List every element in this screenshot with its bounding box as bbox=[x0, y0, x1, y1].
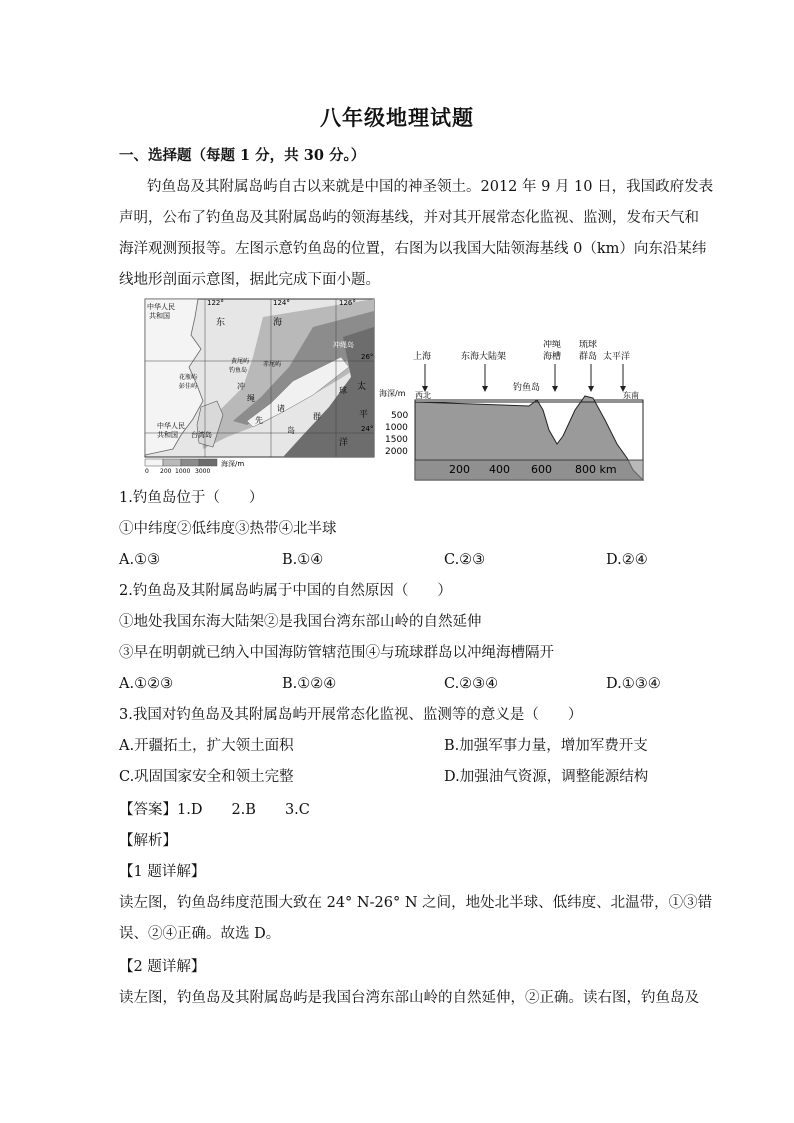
map-label-huaping: 花瓶屿 bbox=[179, 374, 198, 381]
intro-line-2: 声明，公布了钓鱼岛及其附属岛屿的领海基线，并对其开展常态化监视、监测，发布天气和 bbox=[119, 210, 699, 226]
detail-2-heading: 【2 题详解】 bbox=[119, 959, 206, 975]
lat-label-26: 26° bbox=[361, 353, 374, 361]
question-2-option-c: C.②③④ bbox=[444, 676, 499, 692]
profile-label-ryukyu-2: 群岛 bbox=[579, 352, 598, 362]
legend-unit: 海深/m bbox=[221, 460, 245, 468]
distance-tick-600: 600 bbox=[531, 463, 552, 476]
map-label-tai: 太 bbox=[357, 382, 367, 392]
map-label-qiu: 球 bbox=[339, 386, 347, 395]
intro-line-4: 线地形剖面示意图，据此完成下面小题。 bbox=[119, 272, 380, 288]
map-label-chiwei: 赤尾屿 bbox=[263, 361, 282, 368]
legend-tick-0: 0 bbox=[145, 468, 149, 474]
lat-label-24: 24° bbox=[361, 425, 374, 433]
question-2-option-a: A.①②③ bbox=[119, 676, 174, 692]
question-1-option-d: D.②④ bbox=[606, 552, 648, 568]
detail-2-line-1: 读左图，钓鱼岛及其附属岛屿是我国台湾东部山岭的自然延伸，②正确。读右图，钓鱼岛及 bbox=[119, 990, 699, 1006]
section-heading: 一、选择题（每题 1 分，共 30 分。） bbox=[119, 147, 366, 164]
profile-depth-label: 海深/m bbox=[379, 389, 406, 398]
profile-northwest: 西北 bbox=[415, 391, 431, 400]
question-1-option-b: B.①④ bbox=[282, 552, 324, 568]
lon-label-122: 122° bbox=[207, 299, 224, 307]
profile-label-trough-1: 冲绳 bbox=[543, 340, 562, 350]
question-3-option-c: C.巩固国家安全和领土完整 bbox=[119, 769, 294, 785]
map-label-dong: 东 bbox=[216, 318, 226, 328]
map-label-huangwei: 黄尾屿 bbox=[231, 358, 250, 365]
profile-label-ryukyu-1: 琉球 bbox=[579, 340, 598, 350]
map-label-qun: 群 bbox=[313, 412, 321, 421]
map-label-dao: 岛 bbox=[287, 426, 295, 435]
page-title: 八年级地理试题 bbox=[320, 105, 474, 130]
question-2-option-d: D.①③④ bbox=[606, 676, 661, 692]
detail-1-line-1: 读左图，钓鱼岛纬度范围大致在 24° N-26° N 之间，地处北半球、低纬度、北温带，①③错 bbox=[119, 895, 713, 911]
question-2-stem: 2.钓鱼岛及其附属岛屿属于中国的自然原因（ ） bbox=[119, 583, 452, 599]
map-label-yang: 洋 bbox=[339, 438, 349, 448]
map-label-diaoyu: 钓鱼岛 bbox=[229, 367, 248, 374]
question-3-option-d: D.加强油气资源，调整能源结构 bbox=[444, 769, 649, 785]
map-label-taiwan: 台湾岛 bbox=[191, 431, 212, 439]
lon-label-124: 124° bbox=[273, 299, 290, 307]
profile-label-shelf: 东海大陆架 bbox=[461, 352, 507, 362]
legend-tick-200: 200 bbox=[160, 468, 172, 474]
intro-line-1: 钓鱼岛及其附属岛屿自古以来就是中国的神圣领土。2012 年 9 月 10 日，我国政府发表 bbox=[147, 179, 714, 195]
profile-label-pacific: 太平洋 bbox=[603, 352, 631, 362]
question-2-statement-2: ③早在明朝就已纳入中国海防管辖范围④与琉球群岛以冲绳海槽隔开 bbox=[119, 645, 554, 661]
map-label-ping: 平 bbox=[359, 410, 369, 420]
depth-tick-1000: 1000 bbox=[385, 423, 408, 433]
lon-label-126: 126° bbox=[339, 299, 356, 307]
legend-tick-3000: 3000 bbox=[195, 468, 211, 474]
question-1-stem: 1.钓鱼岛位于（ ） bbox=[119, 490, 264, 506]
distance-tick-400: 400 bbox=[489, 463, 510, 476]
profile-label-trough-2: 海槽 bbox=[543, 352, 562, 362]
map-label-hai: 海 bbox=[273, 318, 283, 328]
analysis-heading: 【解析】 bbox=[119, 833, 177, 849]
intro-line-3: 海洋观测预报等。左图示意钓鱼岛的位置，右图为以我国大陆领海基线 0（km）向东沿某纬 bbox=[119, 241, 707, 257]
depth-tick-500: 500 bbox=[391, 411, 409, 421]
map-label-prc-1: 中华人民 bbox=[147, 303, 175, 311]
profile-label-diaoyu: 钓鱼岛 bbox=[513, 383, 541, 393]
map-label-prc-1b: 共和国 bbox=[149, 312, 170, 320]
depth-tick-2000: 2000 bbox=[385, 447, 408, 457]
question-2-option-b: B.①②④ bbox=[282, 676, 337, 692]
map-label-xian: 先 bbox=[255, 416, 263, 425]
map-label-prc-2: 中华人民 bbox=[157, 422, 185, 430]
detail-1-line-2: 误、②④正确。故选 D。 bbox=[119, 926, 281, 942]
map-label-sheng: 绳 bbox=[247, 394, 255, 403]
question-1-statement-1: ①中纬度②低纬度③热带④北半球 bbox=[119, 521, 337, 537]
detail-1-heading: 【1 题详解】 bbox=[119, 864, 206, 880]
terrain-profile bbox=[379, 340, 651, 482]
depth-tick-1500: 1500 bbox=[385, 435, 408, 445]
question-2-statement-1: ①地处我国东海大陆架②是我国台湾东部山岭的自然延伸 bbox=[119, 614, 482, 630]
map-label-okinawa: 冲绳岛 bbox=[333, 341, 354, 349]
legend-tick-1000: 1000 bbox=[175, 468, 191, 474]
map-label-chong: 冲 bbox=[237, 382, 245, 391]
question-3-option-b: B.加强军事力量，增加军费开支 bbox=[444, 738, 648, 754]
answer-line: 【答案】1.D 2.B 3.C bbox=[119, 802, 310, 818]
question-1-option-a: A.①③ bbox=[119, 552, 161, 568]
question-1-option-c: C.②③ bbox=[444, 552, 486, 568]
distance-tick-800: 800 km bbox=[575, 463, 617, 476]
location-map bbox=[143, 297, 376, 474]
question-3-stem: 3.我国对钓鱼岛及其附属岛屿开展常态化监视、监测等的意义是（ ） bbox=[119, 707, 583, 723]
profile-southeast: 东南 bbox=[623, 391, 639, 400]
map-label-prc-2b: 共和国 bbox=[157, 431, 178, 439]
map-label-zhu: 诸 bbox=[277, 404, 285, 413]
profile-label-shanghai: 上海 bbox=[413, 352, 432, 362]
distance-tick-200: 200 bbox=[449, 463, 470, 476]
map-label-pengjia: 彭佳屿 bbox=[179, 383, 198, 390]
question-3-option-a: A.开疆拓土，扩大领土面积 bbox=[119, 738, 294, 754]
